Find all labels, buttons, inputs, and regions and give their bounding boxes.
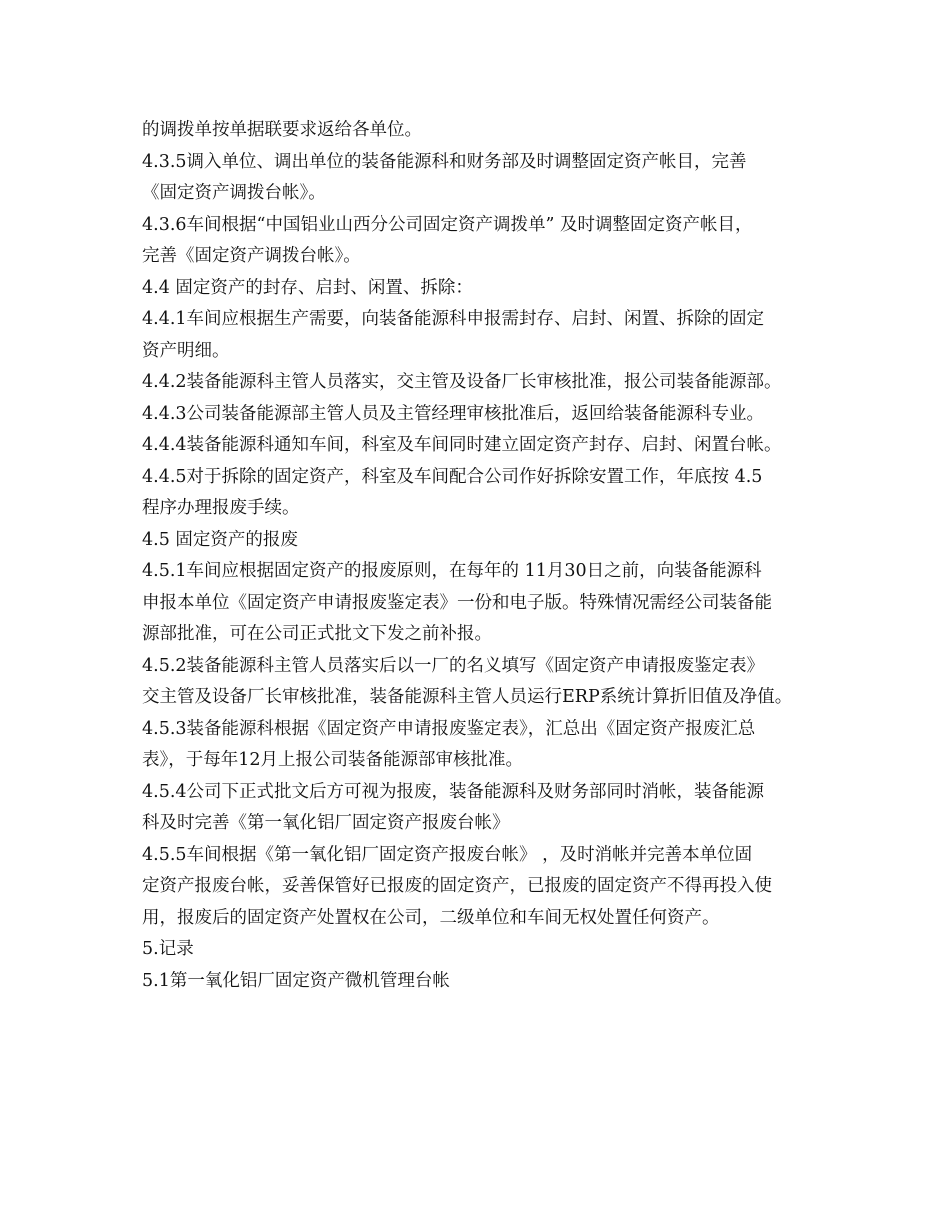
section-heading-4-5: 4.5 固定资产的报废 (142, 529, 298, 550)
text-line-21: 表》，于每年12月上报公司装备能源部审核批准。 (142, 750, 524, 770)
text-line-7: 4.4.1车间应根据生产需要，向装备能源科申报需封存、启封、闲置、拆除的固定 (142, 309, 765, 329)
text-line-22: 4.5.4公司下正式批文后方可视为报废，装备能源科及财务部同时消帐，装备能源 (142, 781, 765, 802)
text-line-9: 4.4.2装备能源科主管人员落实，交主管及设备厂长审核批准，报公司装备能源部。 (142, 372, 782, 392)
text-line-16: 申报本单位《固定资产申请报废鉴定表》一份和电子版。特殊情况需经公司装备能 (142, 592, 772, 613)
text-line-12: 4.4.5对于拆除的固定资产，科室及车间配合公司作好拆除安置工作，年底按 4.5 (142, 466, 763, 487)
document-body (142, 115, 827, 997)
text-line-11: 4.4.4装备能源科通知车间，科室及车间同时建立固定资产封存、启封、闲置台帐。 (142, 435, 782, 455)
text-line-26: 用，报废后的固定资产处置权在公司，二级单位和车间无权处置任何资产。 (142, 907, 720, 928)
text-line-3: 《固定资产调拨台帐》。 (142, 183, 326, 203)
text-line-8: 资产明细。 (142, 340, 230, 361)
text-line-28: 5.1第一氧化铝厂固定资产微机管理台帐 (142, 970, 450, 991)
text-line-13: 程序办理报废手续。 (142, 498, 300, 518)
section-heading-5: 5.记录 (142, 939, 194, 959)
text-line-1: 的调拨单按单据联要求返给各单位。 (142, 120, 422, 140)
text-line-23: 科及时完善《第一氧化铝厂固定资产报废台帐》 (142, 813, 510, 833)
text-line-4: 4.3.6车间根据“中国铝业山西分公司固定资产调拨单” 及时调整固定资产帐目， (142, 214, 753, 235)
text-line-2: 4.3.5调入单位、调出单位的装备能源科和财务部及时调整固定资产帐目，完善 (142, 151, 747, 172)
text-line-17: 源部批准，可在公司正式批文下发之前补报。 (142, 624, 492, 644)
text-line-18: 4.5.2装备能源科主管人员落实后以一厂的名义填写《固定资产申请报废鉴定表》 (142, 655, 765, 676)
text-line-25: 定资产报废台帐，妥善保管好已报废的固定资产，已报废的固定资产不得再投入使 (142, 876, 772, 896)
text-line-19: 交主管及设备厂长审核批准，装备能源科主管人员运行ERP系统计算折旧值及净值。 (142, 687, 793, 707)
text-line-5: 完善《固定资产调拨台帐》。 (142, 246, 361, 266)
text-line-10: 4.4.3公司装备能源部主管人员及主管经理审核批准后，返回给装备能源科专业。 (142, 403, 765, 424)
text-line-20: 4.5.3装备能源科根据《固定资产申请报废鉴定表》，汇总出《固定资产报废汇总 (142, 718, 756, 739)
text-line-15: 4.5.1车间应根据固定资产的报废原则，在每年的 11月30日之前，向装备能源科 (142, 561, 762, 581)
section-heading-4-4: 4.4 固定资产的封存、启封、闲置、拆除： (142, 277, 473, 298)
text-line-24: 4.5.5车间根据《第一氧化铝厂固定资产报废台帐》 ，及时消帐并完善本单位固 (142, 844, 753, 865)
